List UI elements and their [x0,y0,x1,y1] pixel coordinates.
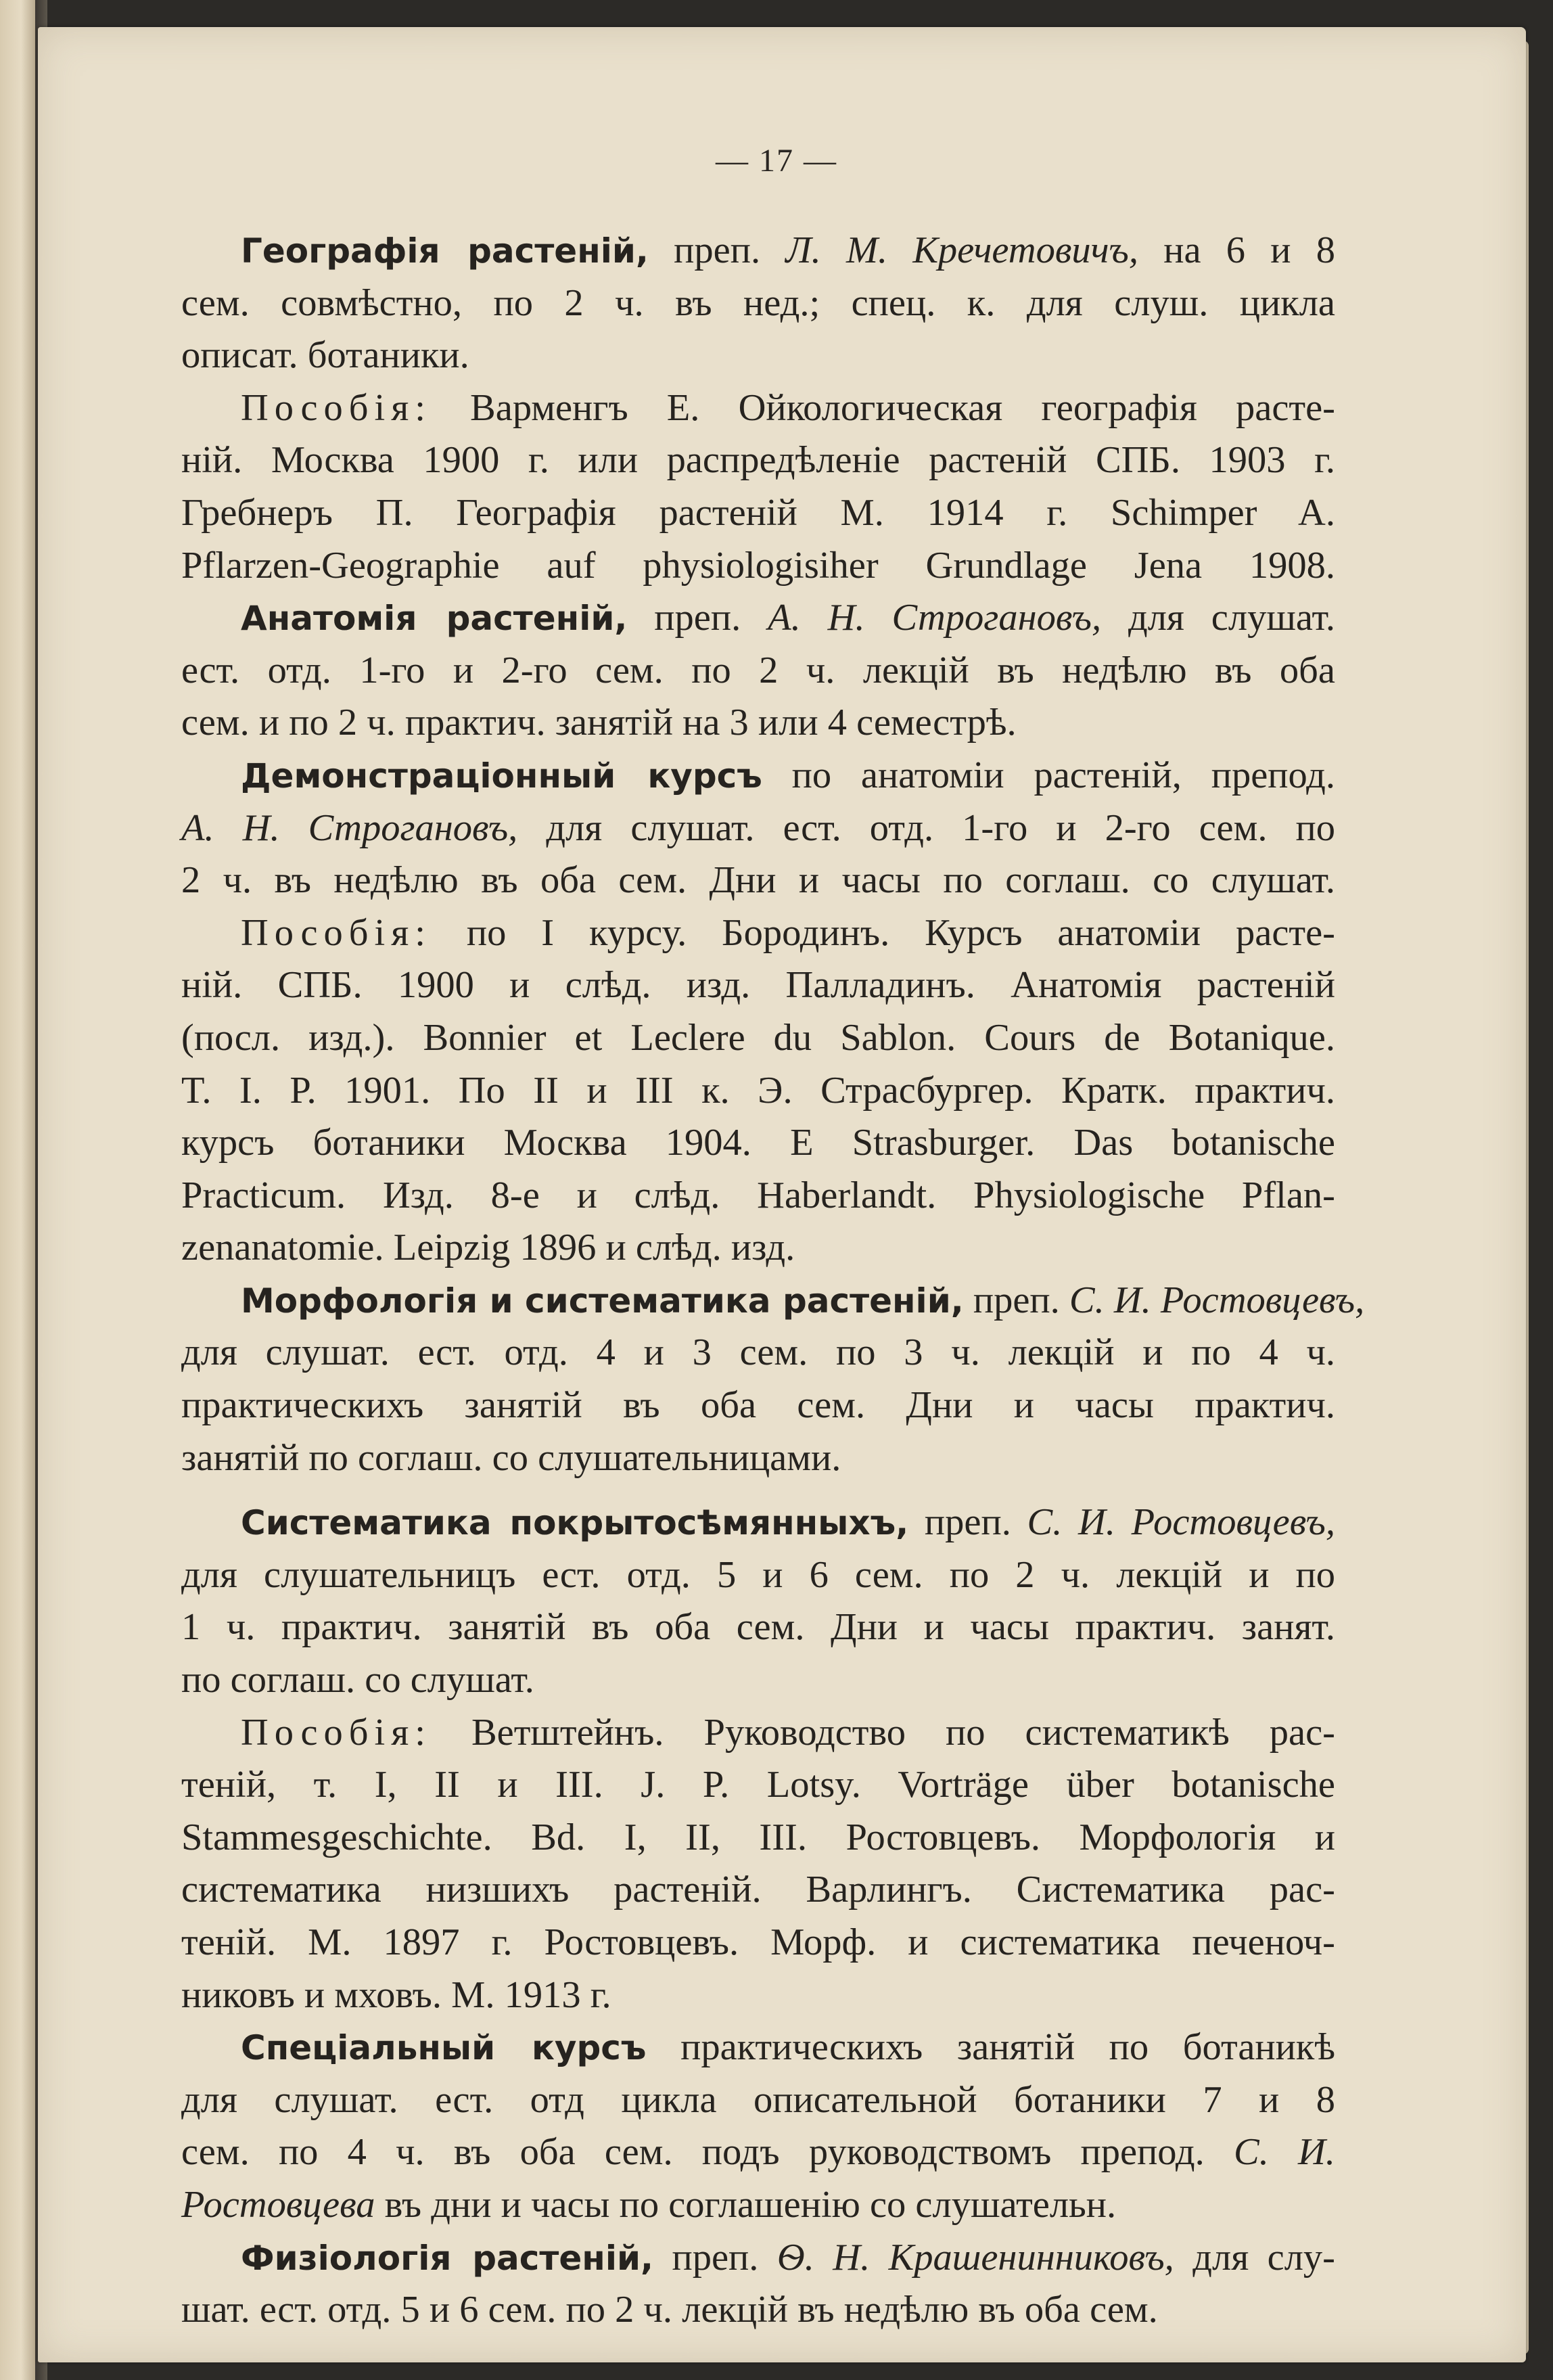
text-line [181,277,1335,330]
text-run: для слушательницъ ест. отд. 5 и 6 сем. по 2 ч. лекцій и по [181,1553,1335,1596]
text-line [181,1864,1335,1917]
text-run: Stammesgeschichte. Bd. I, II, III. Ростовцевъ. Морфологія и [181,1816,1335,1858]
text-run: теній, т. I, II и III. J. P. Lotsy. Vorträge über botanische [181,1764,1335,1806]
lecturer-name: С. И. [1234,2131,1335,2174]
text-line [181,2074,1335,2127]
text-run: для слушат. ест. отд. 1-го и 2-го сем. по [517,806,1336,849]
text-line [181,2284,1335,2337]
section-heading: Анатомія растеній, [241,599,628,639]
text-line [181,592,1335,645]
text-run: сем. совмѣстно, по 2 ч. въ нед.; спец. к. для слуш. цикла [181,281,1335,324]
text-run: zenanatomie. Leipzig 1896 и слѣд. изд. [181,1227,795,1269]
text-run: преп. [908,1501,1027,1544]
text-run: Гребнеръ П. Географія растеній М. 1914 г. Schimper A. [181,491,1335,534]
text-line [181,1065,1335,1118]
text-run: теній. М. 1897 г. Ростовцевъ. Морф. и систематика печеноч- [181,1921,1335,1963]
text-line [181,1549,1335,1602]
text-line [181,1222,1335,1275]
text-line [181,2021,1335,2074]
text-run: практическихъ занятій въ оба сем. Дни и часы практич. [181,1384,1335,1427]
spaced-label: Пособія: [241,1711,432,1754]
lecturer-name: С. И. Ростовцевъ, [1027,1501,1335,1544]
text-line [181,1654,1335,1707]
text-run: ест. отд. 1-го и 2-го сем. по 2 ч. лекцій въ недѣлю въ оба [181,649,1335,691]
lecturer-name: Ѳ. Н. Крашенинниковъ, [776,2236,1174,2279]
text-run: по I курсу. Бородинъ. Курсъ анатоміи расте- [431,911,1335,954]
section-heading: Демонстраціонный курсъ [241,756,762,796]
text-run: курсъ ботаники Москва 1904. E Strasburger. Das botanische [181,1122,1335,1164]
text-run: преп. [653,2236,777,2279]
text-line [181,907,1335,960]
section-heading: Морфологія и систематика растеній, [241,1281,964,1321]
text-run: 2 ч. въ недѣлю въ оба сем. Дни и часы по соглаш. со слушат. [181,859,1335,902]
text-line [181,2126,1335,2179]
section-heading: Систематика покрытосѣмянныхъ, [241,1503,909,1543]
text-line [181,854,1335,907]
text-run: Pflarzen-Geographie auf physiologisiher Grundlage Jena 1908. [181,544,1335,587]
text-run: по соглаш. со слушат. [181,1659,534,1701]
paragraph-gap [181,1484,1335,1496]
text-run: Ветштейнъ. Руководство по систематикѣ рас- [431,1711,1335,1754]
text-line [181,1601,1335,1654]
text-run: T. I. P. 1901. По II и III к. Э. Страсбургер. Кратк. практич. [181,1069,1335,1112]
text-line [181,1496,1335,1549]
text-line [181,2179,1335,2232]
text-line [181,540,1335,593]
text-run: сем. по 4 ч. въ оба сем. подъ руководствомъ препод. [181,2131,1234,2174]
text-run: преп. [648,229,786,271]
text-run: преп. [627,597,768,639]
text-line [181,329,1335,382]
section-heading: Географія растеній, [241,231,649,271]
section-heading: Физіологія растеній, [241,2238,654,2278]
spaced-label: Пособія: [241,911,432,954]
text-line [181,1917,1335,1969]
text-line [181,1812,1335,1864]
text-run: по анатоміи растеній, препод. [762,754,1335,796]
text-line [181,1275,1365,1327]
text-run: для слушат. ест. отд цикла описательной ботаники 7 и 8 [181,2078,1335,2121]
text-line [181,2232,1335,2285]
section-heading: Спеціальный курсъ [241,2028,647,2068]
text-run: для слушат. [1101,597,1336,639]
text-run: описат. ботаники. [181,334,469,377]
text-run: сем. и по 2 ч. практич. занятій на 3 или 4 семестрѣ. [181,702,1017,744]
text-line [181,487,1335,540]
text-line [181,1170,1335,1222]
text-run: (посл. изд.). Bonnier et Leclere du Sablon. Cours de Botanique. [181,1016,1335,1059]
text-run: Варменгъ Е. Ойкологическая географія расте- [431,386,1335,429]
page-number: — 17 — [716,143,837,179]
text-run: шат. ест. отд. 5 и 6 сем. по 2 ч. лекцій въ недѣлю въ оба сем. [181,2289,1158,2331]
lecturer-name: А. Н. Строгановъ, [181,806,518,849]
text-line [181,1379,1335,1432]
text-line [181,225,1335,277]
text-run: ній. Москва 1900 г. или распредѣленіе растеній СПБ. 1903 г. [181,439,1335,482]
text-line [181,1327,1335,1379]
text-line [181,434,1335,487]
text-run: въ дни и часы по соглашенію со слушательн. [375,2183,1117,2226]
lecturer-name: А. Н. Строгановъ, [768,597,1102,639]
text-line [181,1969,1335,2022]
text-line [181,1707,1335,1760]
text-run: на 6 и 8 [1138,229,1335,271]
lecturer-name: Ростовцева [181,2183,375,2226]
text-run: ній. СПБ. 1900 и слѣд. изд. Палладинъ. Анатомія растеній [181,964,1335,1007]
text-line [181,1759,1335,1812]
text-line [181,1432,1335,1485]
spaced-label: Пособія: [241,386,432,429]
text-run: для слушат. ест. отд. 4 и 3 сем. по 3 ч. лекцій и по 4 ч. [181,1331,1335,1374]
previous-page-edge [0,0,35,2380]
text-run: 1 ч. практич. занятій въ оба сем. Дни и часы практич. занят. [181,1606,1335,1649]
text-run: Practicum. Изд. 8-е и слѣд. Haberlandt. Physiologische Pflan- [181,1174,1335,1216]
text-line [181,959,1335,1012]
text-run: для слу- [1174,2236,1335,2279]
text-run: практическихъ занятій по ботаникѣ [646,2026,1336,2069]
text-line [181,1012,1335,1065]
text-line [181,1117,1335,1170]
text-line [181,697,1335,750]
text-line [181,645,1335,697]
lecturer-name: С. И. Ростовцевъ, [1069,1279,1365,1321]
text-line [181,750,1335,802]
text-line [181,382,1335,435]
text-line [181,802,1335,855]
lecturer-name: Л. М. Кречетовичъ, [785,229,1138,271]
text-run: занятій по соглаш. со слушательницами. [181,1436,841,1479]
page-body-text [181,225,1365,2337]
text-run: никовъ и мховъ. М. 1913 г. [181,1973,611,2016]
text-run: преп. [963,1279,1069,1321]
text-run: систематика низшихъ растеній. Варлингъ. Систематика рас- [181,1869,1335,1911]
